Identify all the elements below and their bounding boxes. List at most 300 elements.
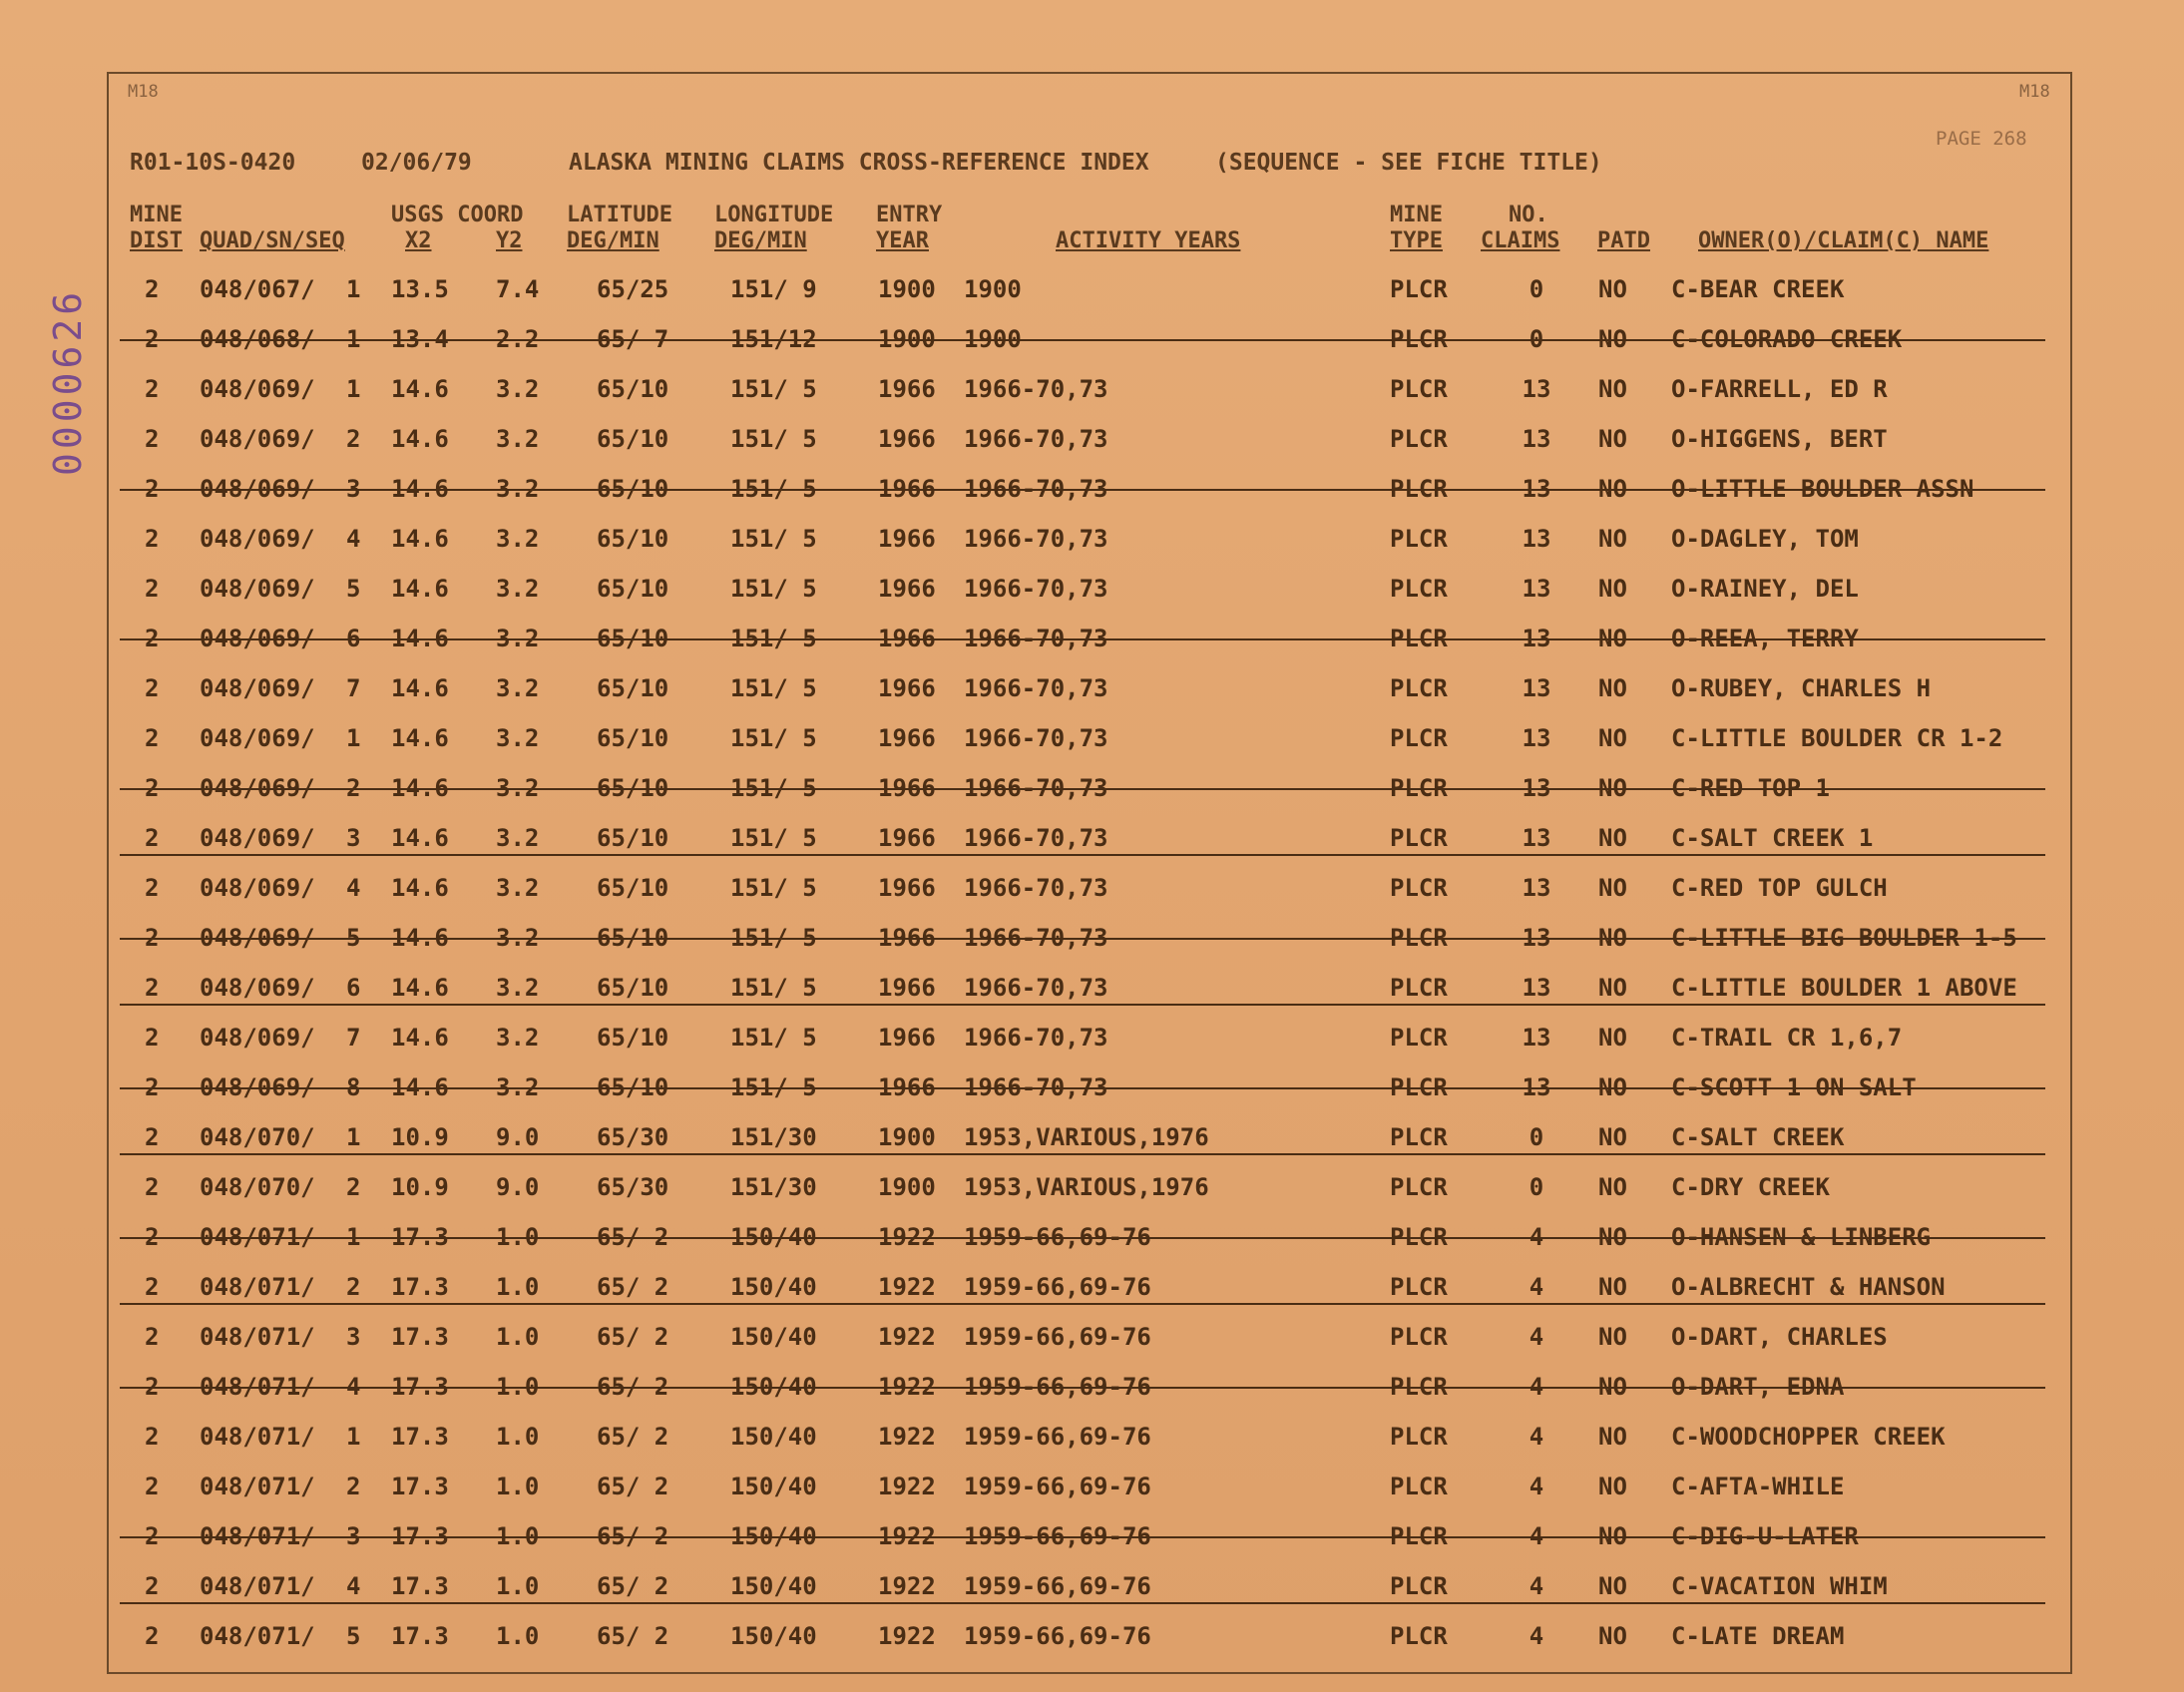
cell-activity-years: 1959-66,69-76 [964,1273,1151,1301]
cell-x2: 14.6 [391,625,449,652]
cell-longitude: 150/40 [730,1223,817,1251]
cell-mine-type: PLCR [1390,1423,1448,1451]
cell-y2: 1.0 [496,1423,540,1451]
cell-owner-claim-name: C-RED TOP 1 [1671,774,1830,802]
cell-patd: NO [1598,275,1627,303]
cell-latitude: 65/30 [597,1173,669,1201]
cell-quad: 048/069/ [200,924,315,952]
col-longitude-line1: LONGITUDE [714,203,834,227]
cell-mine-dist: 2 [145,575,160,603]
cell-activity-years: 1966-70,73 [964,724,1108,752]
cell-owner-claim-name: C-DRY CREEK [1671,1173,1830,1201]
cell-x2: 14.6 [391,774,449,802]
col-activity-years [1056,228,1240,254]
cell-quad: 048/069/ [200,625,315,652]
table-row [140,519,2035,559]
cell-latitude: 65/10 [597,824,669,852]
cell-activity-years: 1900 [964,275,1022,303]
cell-no-claims: 13 [1522,824,1551,852]
cell-seq: 1 [346,1423,361,1451]
col-usgs-coord [391,203,523,228]
cell-entry-year: 1900 [878,1123,936,1151]
col-latitude-line1: LATITUDE [567,203,672,227]
cell-quad: 048/069/ [200,375,315,403]
cell-seq: 2 [346,1473,361,1500]
cell-quad: 048/069/ [200,674,315,702]
cell-seq: 4 [346,525,361,553]
col-no-claims [1481,203,1559,254]
cell-entry-year: 1966 [878,1024,936,1052]
cell-x2: 14.6 [391,525,449,553]
cell-latitude: 65/ 2 [597,1572,669,1600]
cell-longitude: 150/40 [730,1373,817,1401]
cell-longitude: 150/40 [730,1423,817,1451]
col-longitude [714,203,833,254]
cell-entry-year: 1922 [878,1473,936,1500]
cell-x2: 14.6 [391,425,449,453]
cell-activity-years: 1959-66,69-76 [964,1522,1151,1550]
cell-seq: 4 [346,874,361,902]
col-mine-dist-line2: DIST [130,228,183,253]
cell-longitude: 150/40 [730,1273,817,1301]
cell-seq: 3 [346,1522,361,1550]
cell-y2: 3.2 [496,924,540,952]
col-claims-line2: CLAIMS [1481,228,1560,253]
cell-x2: 14.6 [391,974,449,1002]
cell-quad: 048/071/ [200,1423,315,1451]
cell-owner-claim-name: O-FARRELL, ED R [1671,375,1888,403]
cell-y2: 1.0 [496,1273,540,1301]
cell-mine-dist: 2 [145,325,160,353]
cell-patd: NO [1598,625,1627,652]
cell-x2: 14.6 [391,575,449,603]
cell-mine-type: PLCR [1390,874,1448,902]
cell-longitude: 150/40 [730,1522,817,1550]
cell-mine-type: PLCR [1390,1273,1448,1301]
cell-y2: 3.2 [496,874,540,902]
cell-no-claims: 13 [1522,1073,1551,1101]
cell-y2: 1.0 [496,1572,540,1600]
table-row [140,1616,2035,1656]
cell-mine-dist: 2 [145,824,160,852]
cell-longitude: 151/ 5 [730,974,817,1002]
table-row [140,968,2035,1008]
cell-no-claims: 13 [1522,425,1551,453]
cell-latitude: 65/25 [597,275,669,303]
cell-y2: 9.0 [496,1123,540,1151]
cell-longitude: 150/40 [730,1323,817,1351]
cell-activity-years: 1959-66,69-76 [964,1572,1151,1600]
cell-activity-years: 1953,VARIOUS,1976 [964,1123,1209,1151]
cell-patd: NO [1598,525,1627,553]
cell-patd: NO [1598,1323,1627,1351]
cell-entry-year: 1922 [878,1423,936,1451]
table-row [140,469,2035,509]
cell-longitude: 151/ 5 [730,575,817,603]
cell-y2: 3.2 [496,774,540,802]
cell-entry-year: 1966 [878,824,936,852]
cell-owner-claim-name: C-LITTLE BIG BOULDER 1-5 [1671,924,2017,952]
cell-longitude: 151/ 5 [730,874,817,902]
cell-x2: 14.6 [391,824,449,852]
cell-activity-years: 1959-66,69-76 [964,1622,1151,1650]
cell-quad: 048/068/ [200,325,315,353]
cell-entry-year: 1922 [878,1373,936,1401]
cell-entry-year: 1966 [878,1073,936,1101]
cell-quad: 048/071/ [200,1323,315,1351]
cell-seq: 8 [346,1073,361,1101]
cell-no-claims: 4 [1529,1473,1544,1500]
cell-owner-claim-name: C-TRAIL CR 1,6,7 [1671,1024,1903,1052]
cell-longitude: 151/ 5 [730,425,817,453]
cell-owner-claim-name: C-VACATION WHIM [1671,1572,1888,1600]
cell-mine-dist: 2 [145,1373,160,1401]
cell-latitude: 65/10 [597,625,669,652]
cell-longitude: 151/ 5 [730,924,817,952]
cell-seq: 4 [346,1373,361,1401]
cell-no-claims: 4 [1529,1572,1544,1600]
cell-seq: 1 [346,375,361,403]
cell-latitude: 65/10 [597,724,669,752]
cell-x2: 17.3 [391,1622,449,1650]
cell-mine-type: PLCR [1390,974,1448,1002]
cell-x2: 17.3 [391,1273,449,1301]
table-row [140,818,2035,858]
cell-latitude: 65/10 [597,575,669,603]
col-longitude-line2: DEG/MIN [714,228,807,253]
cell-activity-years: 1966-70,73 [964,1024,1108,1052]
cell-quad: 048/070/ [200,1123,315,1151]
cell-owner-claim-name: C-LITTLE BOULDER CR 1-2 [1671,724,2003,752]
table-row [140,619,2035,658]
cell-mine-dist: 2 [145,924,160,952]
cell-activity-years: 1966-70,73 [964,425,1108,453]
cell-no-claims: 0 [1529,1173,1544,1201]
cell-y2: 1.0 [496,1323,540,1351]
col-activity-label: ACTIVITY YEARS [1056,228,1241,253]
cell-mine-dist: 2 [145,1024,160,1052]
cell-longitude: 151/ 5 [730,824,817,852]
cell-activity-years: 1966-70,73 [964,1073,1108,1101]
cell-entry-year: 1966 [878,475,936,503]
cell-seq: 1 [346,1123,361,1151]
cell-no-claims: 4 [1529,1273,1544,1301]
cell-mine-dist: 2 [145,625,160,652]
cell-entry-year: 1966 [878,625,936,652]
cell-entry-year: 1922 [878,1522,936,1550]
cell-quad: 048/067/ [200,275,315,303]
cell-entry-year: 1966 [878,425,936,453]
cell-mine-type: PLCR [1390,325,1448,353]
cell-no-claims: 13 [1522,974,1551,1002]
cell-activity-years: 1900 [964,325,1022,353]
cell-mine-type: PLCR [1390,475,1448,503]
cell-mine-type: PLCR [1390,1373,1448,1401]
cell-no-claims: 13 [1522,1024,1551,1052]
cell-mine-type: PLCR [1390,724,1448,752]
cell-patd: NO [1598,724,1627,752]
cell-seq: 3 [346,824,361,852]
table-row [140,1566,2035,1606]
table-row [140,419,2035,459]
corner-label-left: M18 [128,82,159,102]
cell-activity-years: 1966-70,73 [964,674,1108,702]
cell-owner-claim-name: C-DIG-U-LATER [1671,1522,1859,1550]
cell-longitude: 151/30 [730,1173,817,1201]
cell-y2: 3.2 [496,525,540,553]
cell-mine-dist: 2 [145,1323,160,1351]
col-quad [200,228,345,254]
cell-x2: 14.6 [391,375,449,403]
cell-quad: 048/069/ [200,425,315,453]
cell-mine-dist: 2 [145,275,160,303]
cell-owner-claim-name: C-WOODCHOPPER CREEK [1671,1423,1946,1451]
cell-quad: 048/071/ [200,1273,315,1301]
cell-mine-dist: 2 [145,1123,160,1151]
cell-activity-years: 1966-70,73 [964,625,1108,652]
cell-mine-type: PLCR [1390,674,1448,702]
cell-y2: 3.2 [496,1073,540,1101]
table-row [140,269,2035,309]
cell-entry-year: 1966 [878,674,936,702]
table-row [140,1267,2035,1307]
cell-entry-year: 1900 [878,1173,936,1201]
cell-no-claims: 4 [1529,1522,1544,1550]
table-row [140,369,2035,409]
cell-y2: 3.2 [496,974,540,1002]
cell-no-claims: 13 [1522,924,1551,952]
cell-owner-claim-name: O-REEA, TERRY [1671,625,1859,652]
cell-x2: 17.3 [391,1223,449,1251]
cell-owner-claim-name: C-LITTLE BOULDER 1 ABOVE [1671,974,2017,1002]
cell-y2: 7.4 [496,275,540,303]
cell-mine-dist: 2 [145,874,160,902]
report-date: 02/06/79 [361,150,472,176]
table-row [140,1167,2035,1207]
cell-y2: 9.0 [496,1173,540,1201]
cell-entry-year: 1966 [878,874,936,902]
table-row [140,1516,2035,1556]
cell-y2: 3.2 [496,724,540,752]
cell-patd: NO [1598,1622,1627,1650]
cell-y2: 1.0 [496,1373,540,1401]
cell-mine-type: PLCR [1390,1522,1448,1550]
cell-no-claims: 13 [1522,475,1551,503]
cell-seq: 7 [346,674,361,702]
corner-label-right: M18 [2019,82,2050,102]
cell-owner-claim-name: O-RAINEY, DEL [1671,575,1859,603]
cell-quad: 048/071/ [200,1522,315,1550]
cell-latitude: 65/10 [597,525,669,553]
cell-entry-year: 1922 [878,1273,936,1301]
cell-owner-claim-name: O-DAGLEY, TOM [1671,525,1859,553]
cell-seq: 5 [346,575,361,603]
cell-seq: 1 [346,724,361,752]
cell-entry-year: 1900 [878,325,936,353]
cell-x2: 13.4 [391,325,449,353]
cell-longitude: 150/40 [730,1572,817,1600]
cell-x2: 13.5 [391,275,449,303]
cell-quad: 048/069/ [200,774,315,802]
cell-no-claims: 4 [1529,1423,1544,1451]
cell-y2: 3.2 [496,674,540,702]
cell-quad: 048/069/ [200,724,315,752]
col-patd [1597,228,1650,254]
side-stamp-number: 0000626 [46,287,90,477]
cell-latitude: 65/ 2 [597,1273,669,1301]
cell-patd: NO [1598,1173,1627,1201]
cell-owner-claim-name: O-RUBEY, CHARLES H [1671,674,1932,702]
cell-latitude: 65/10 [597,874,669,902]
cell-mine-dist: 2 [145,774,160,802]
cell-x2: 14.6 [391,874,449,902]
col-mine-type [1390,203,1443,254]
cell-no-claims: 0 [1529,1123,1544,1151]
cell-seq: 6 [346,625,361,652]
cell-latitude: 65/ 7 [597,325,669,353]
cell-longitude: 151/ 5 [730,625,817,652]
col-owner-label: OWNER(O)/CLAIM(C) NAME [1698,228,1989,253]
table-row [140,569,2035,609]
cell-x2: 17.3 [391,1423,449,1451]
cell-patd: NO [1598,425,1627,453]
cell-latitude: 65/ 2 [597,1622,669,1650]
cell-owner-claim-name: O-LITTLE BOULDER ASSN [1671,475,1974,503]
cell-patd: NO [1598,1423,1627,1451]
cell-activity-years: 1966-70,73 [964,525,1108,553]
cell-seq: 4 [346,1572,361,1600]
table-row [140,1417,2035,1457]
cell-activity-years: 1966-70,73 [964,974,1108,1002]
cell-quad: 048/071/ [200,1473,315,1500]
cell-no-claims: 0 [1529,275,1544,303]
cell-mine-type: PLCR [1390,625,1448,652]
cell-latitude: 65/10 [597,425,669,453]
col-usgs-coord-label: USGS COORD [391,203,524,227]
table-row [140,1018,2035,1058]
cell-latitude: 65/ 2 [597,1522,669,1550]
table-row [140,768,2035,808]
table-row [140,1117,2035,1157]
cell-latitude: 65/10 [597,924,669,952]
cell-mine-type: PLCR [1390,375,1448,403]
cell-patd: NO [1598,375,1627,403]
cell-activity-years: 1966-70,73 [964,824,1108,852]
cell-latitude: 65/10 [597,475,669,503]
cell-mine-dist: 2 [145,1572,160,1600]
report-title: ALASKA MINING CLAIMS CROSS-REFERENCE INDEX [569,150,1149,176]
cell-owner-claim-name: O-DART, EDNA [1671,1373,1845,1401]
table-row [140,1467,2035,1506]
cell-owner-claim-name: C-COLORADO CREEK [1671,325,1903,353]
cell-mine-dist: 2 [145,475,160,503]
cell-entry-year: 1966 [878,575,936,603]
cell-x2: 17.3 [391,1522,449,1550]
col-entry-line2: YEAR [876,228,929,253]
cell-mine-dist: 2 [145,1173,160,1201]
cell-activity-years: 1966-70,73 [964,375,1108,403]
cell-entry-year: 1922 [878,1323,936,1351]
cell-longitude: 151/30 [730,1123,817,1151]
cell-no-claims: 13 [1522,525,1551,553]
cell-quad: 048/069/ [200,824,315,852]
table-row [140,918,2035,958]
cell-mine-type: PLCR [1390,1173,1448,1201]
cell-mine-type: PLCR [1390,824,1448,852]
cell-entry-year: 1966 [878,974,936,1002]
cell-patd: NO [1598,1572,1627,1600]
cell-owner-claim-name: C-RED TOP GULCH [1671,874,1888,902]
cell-seq: 3 [346,1323,361,1351]
cell-patd: NO [1598,1123,1627,1151]
cell-quad: 048/069/ [200,874,315,902]
cell-quad: 048/069/ [200,575,315,603]
cell-longitude: 151/12 [730,325,817,353]
cell-activity-years: 1966-70,73 [964,475,1108,503]
cell-mine-dist: 2 [145,974,160,1002]
cell-longitude: 150/40 [730,1473,817,1500]
cell-latitude: 65/ 2 [597,1423,669,1451]
col-patd-label: PATD [1597,228,1650,253]
cell-mine-type: PLCR [1390,1223,1448,1251]
cell-owner-claim-name: O-DART, CHARLES [1671,1323,1888,1351]
cell-seq: 1 [346,325,361,353]
cell-entry-year: 1922 [878,1572,936,1600]
cell-y2: 3.2 [496,575,540,603]
cell-entry-year: 1922 [878,1223,936,1251]
cell-patd: NO [1598,874,1627,902]
cell-mine-dist: 2 [145,525,160,553]
cell-owner-claim-name: C-SALT CREEK 1 [1671,824,1874,852]
table-row [140,668,2035,708]
cell-activity-years: 1959-66,69-76 [964,1473,1151,1500]
cell-x2: 14.6 [391,1073,449,1101]
cell-entry-year: 1966 [878,375,936,403]
cell-mine-type: PLCR [1390,1323,1448,1351]
cell-patd: NO [1598,1024,1627,1052]
cell-patd: NO [1598,774,1627,802]
col-latitude [567,203,672,254]
table-row [140,718,2035,758]
cell-longitude: 151/ 5 [730,674,817,702]
cell-patd: NO [1598,1273,1627,1301]
cell-no-claims: 4 [1529,1622,1544,1650]
cell-y2: 1.0 [496,1522,540,1550]
cell-x2: 14.6 [391,1024,449,1052]
cell-y2: 3.2 [496,425,540,453]
cell-quad: 048/069/ [200,1073,315,1101]
cell-quad: 048/070/ [200,1173,315,1201]
cell-x2: 17.3 [391,1323,449,1351]
cell-seq: 5 [346,924,361,952]
cell-latitude: 65/10 [597,974,669,1002]
cell-entry-year: 1966 [878,774,936,802]
cell-patd: NO [1598,974,1627,1002]
cell-y2: 2.2 [496,325,540,353]
cell-mine-type: PLCR [1390,1622,1448,1650]
cell-mine-dist: 2 [145,1073,160,1101]
col-entry-line1: ENTRY [876,203,943,227]
cell-activity-years: 1959-66,69-76 [964,1373,1151,1401]
col-owner-claim-name [1698,228,1988,254]
cell-quad: 048/069/ [200,475,315,503]
cell-latitude: 65/10 [597,774,669,802]
cell-no-claims: 13 [1522,774,1551,802]
cell-entry-year: 1966 [878,924,936,952]
cell-longitude: 151/ 9 [730,275,817,303]
cell-patd: NO [1598,325,1627,353]
cell-entry-year: 1900 [878,275,936,303]
